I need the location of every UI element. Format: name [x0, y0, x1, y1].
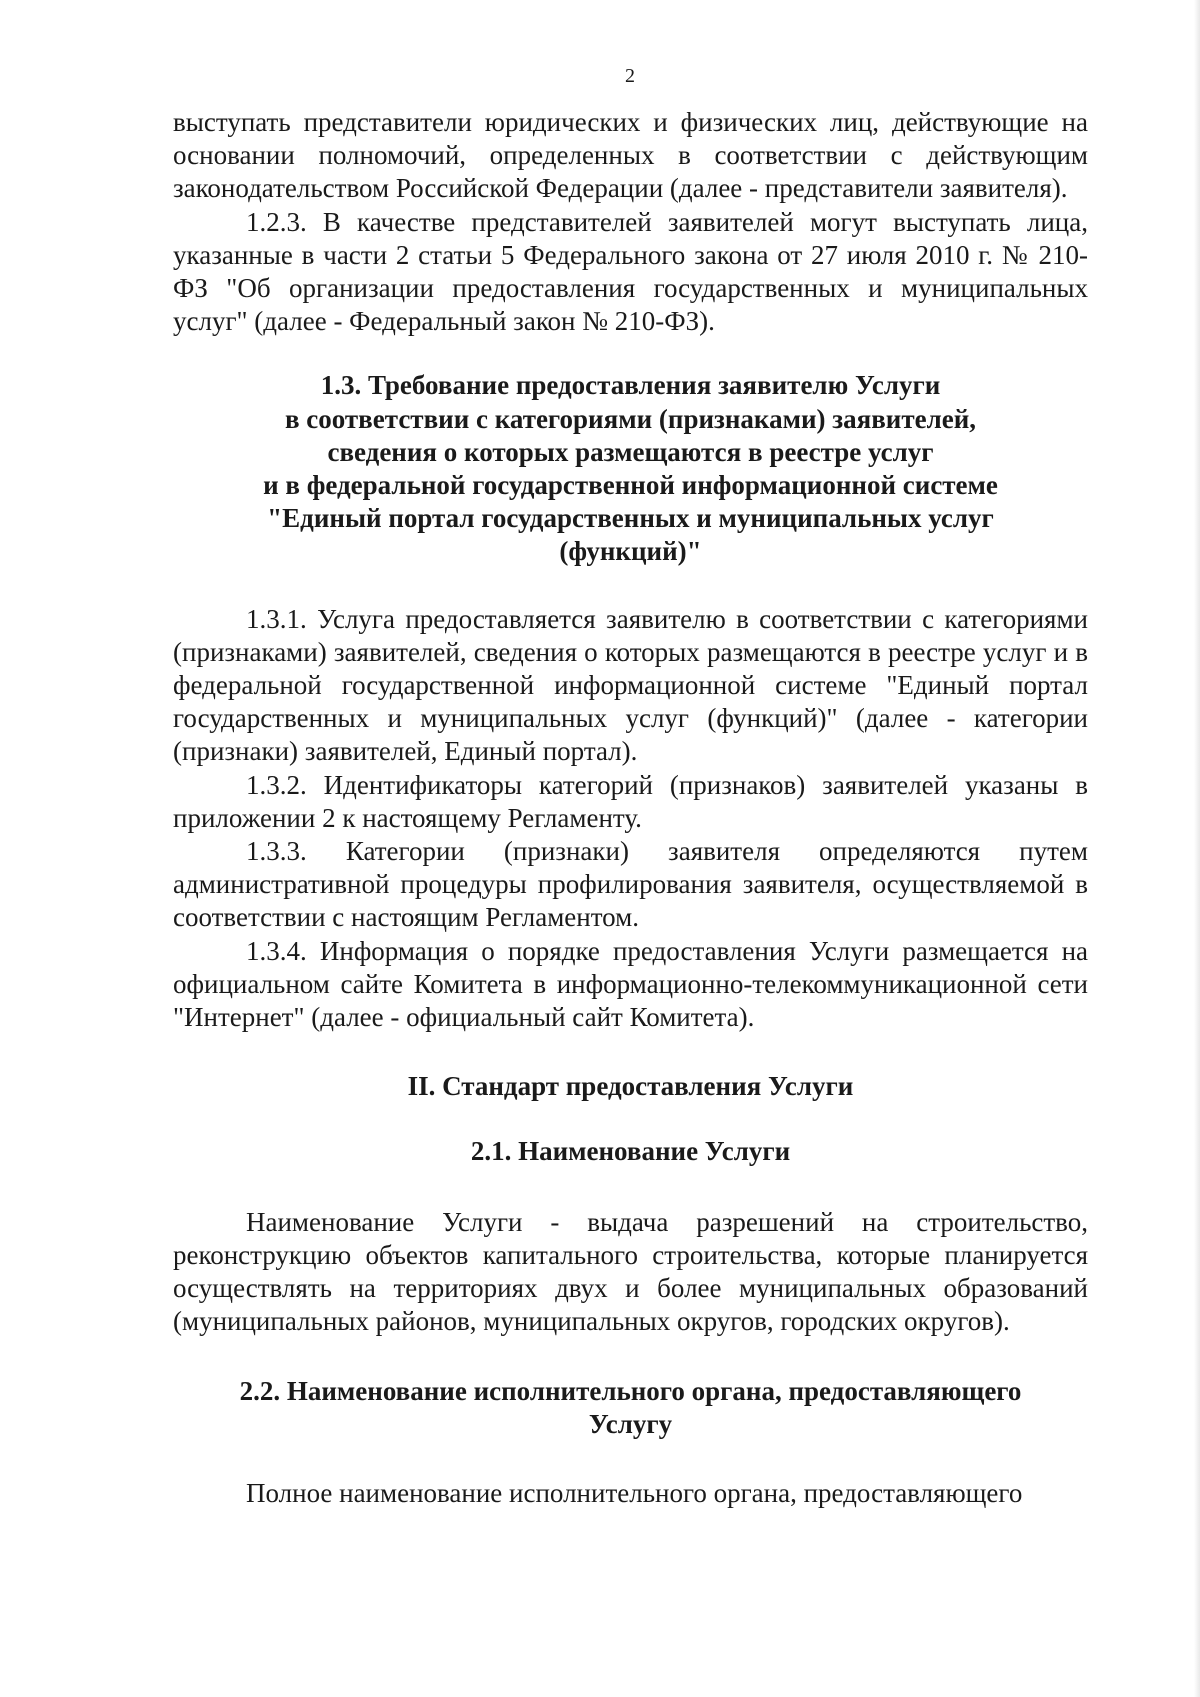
section-heading-ii: II. Стандарт предоставления Услуги — [407, 1071, 854, 1102]
paragraph-2-2: Полное наименование исполнительного органа, предоставляющего — [246, 1477, 1023, 1508]
heading-line: сведения о которых размещаются в реестре услуг — [327, 436, 934, 467]
heading-line: "Единый портал государственных и муниципальных услуг — [267, 503, 994, 534]
paragraph-1-3-1: 1.3.1. Услуга предоставляется заявителю в соответствии с категориями (признаками) заявителей, сведения о которых размещаются в реестре услуг и в федеральной государственной информационной системе "Единый портал государственных и муниципальных услуг (функций)" (далее - категории (признаки) заявителей, Единый портал). — [173, 603, 1088, 767]
paragraph-2-1: Наименование Услуги - выдача разрешений на строительство, реконструкцию объектов капитального строительства, которые планируется осуществлять на территориях двух и более муниципальных образований (муниципальных районов, муниципальных округов, городских округов). — [173, 1206, 1088, 1337]
page-number: 2 — [625, 65, 635, 87]
document-body — [173, 106, 1088, 1510]
page-edge-shadow — [1194, 0, 1200, 1697]
heading-line: и в федеральной государственной информационной системе — [263, 470, 998, 501]
heading-line: Услугу — [588, 1408, 673, 1439]
paragraph-1-2-3: 1.2.3. В качестве представителей заявителей могут выступать лица, указанные в части 2 статьи 5 Федерального закона от 27 июля 2010 г. № 210-ФЗ "Об организации предоставления государственных и муниципальных услуг" (далее - Федеральный закон № 210-ФЗ). — [173, 206, 1088, 337]
paragraph-1-3-3: 1.3.3. Категории (признаки) заявителя определяются путем административной процедуры профилирования заявителя, осуществляемой в соответствии с настоящим Регламентом. — [173, 836, 1088, 933]
paragraph-1-3-2: 1.3.2. Идентификаторы категорий (признаков) заявителей указаны в приложении 2 к настоящему Регламенту. — [173, 769, 1088, 833]
heading-line: 1.3. Требование предоставления заявителю Услуги — [320, 370, 941, 401]
paragraph-representatives: выступать представители юридических и физических лиц, действующие на основании полномочий, определенных в соответствии с действующим законодательством Российской Федерации (далее - представители заявителя). — [173, 107, 1088, 204]
section-heading-1-3 — [173, 369, 1088, 568]
section-heading-2-2 — [173, 1375, 1088, 1441]
paragraph-1-3-4: 1.3.4. Информация о порядке предоставления Услуги размещается на официальном сайте Комитета в информационно-телекоммуникационной сети "Интернет" (далее - официальный сайт Комитета). — [173, 935, 1088, 1033]
section-heading-2-1: 2.1. Наименование Услуги — [470, 1136, 791, 1167]
heading-line: (функций)" — [559, 536, 702, 567]
heading-line: в соответствии с категориями (признаками) заявителей, — [284, 403, 977, 434]
heading-line: 2.2. Наименование исполнительного органа, предоставляющего — [239, 1375, 1022, 1406]
